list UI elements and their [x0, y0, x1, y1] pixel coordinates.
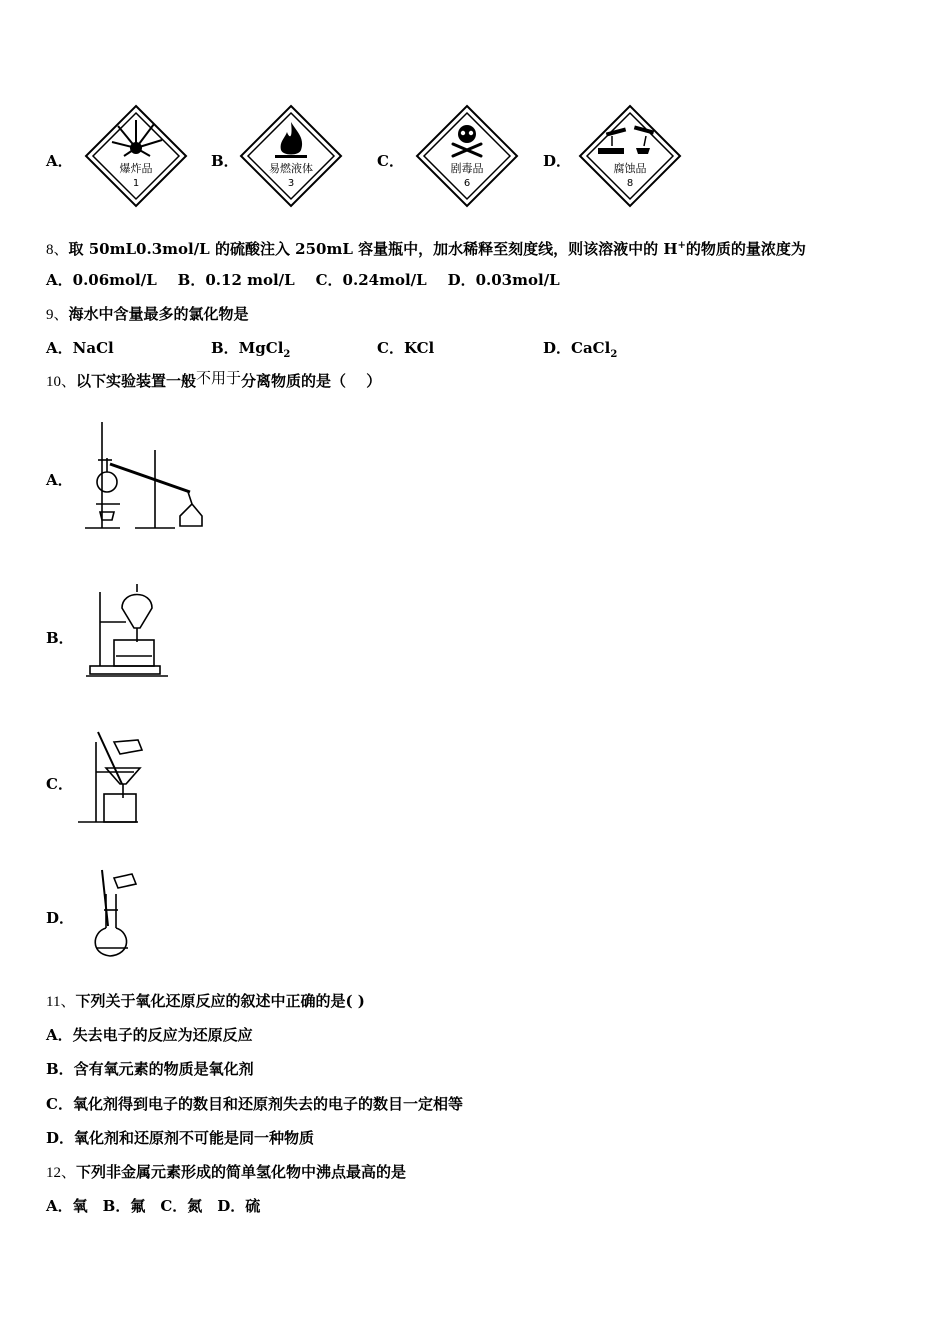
- q10-stem: 10、以下实验装置一般不用于分离物质的是（ ）: [46, 369, 382, 390]
- toxic-sign-text: 剧毒品: [450, 162, 484, 175]
- corrosive-icon: [578, 104, 682, 208]
- explosive-sign-text: 爆炸品: [119, 162, 153, 175]
- q8-option-d: D．0.03mol/L: [447, 271, 560, 289]
- q7-option-b-label: B．: [211, 152, 239, 170]
- q9-option-d: D．CaCl$_2$: [543, 339, 618, 360]
- q8-option-a: A．0.06mol/L: [46, 271, 157, 289]
- q7-option-a-label: A．: [46, 152, 73, 170]
- filtration-apparatus: [76, 728, 146, 830]
- q11-option-c: C．氧化剂得到电子的数目和还原剂失去的电子的数目一定相等: [46, 1095, 463, 1113]
- toxic-sign: [415, 104, 519, 208]
- flammable-sign-text: 易燃液体: [269, 162, 313, 175]
- q11-option-a: A．失去电子的反应为还原反应: [46, 1026, 253, 1044]
- flame-icon: [239, 104, 343, 208]
- q8-stem: 8、取 50mL0.3mol/L 的硫酸注入 250mL 容量瓶中，加水稀释至刻度线，则该溶液中的 H+的物质的量浓度为: [46, 240, 806, 258]
- q9-option-a: A．NaCl: [46, 339, 114, 357]
- volumetric-flask-icon: [88, 866, 140, 962]
- svg-text:3: 3: [287, 178, 295, 189]
- filtration-icon: [76, 728, 146, 826]
- flammable-liquid-sign: [239, 104, 343, 208]
- corrosive-sign: [578, 104, 682, 208]
- q8-options: [46, 270, 560, 290]
- q8-option-b: B．0.12 mol/L: [177, 271, 295, 289]
- separatory-funnel-apparatus: [82, 578, 172, 684]
- distillation-icon: [80, 420, 205, 532]
- q10-option-b-label: B．: [46, 629, 74, 647]
- explosive-sign: [84, 104, 188, 208]
- q12-stem: 12、下列非金属元素形成的简单氢化物中沸点最高的是: [46, 1163, 407, 1181]
- volumetric-flask-apparatus: [88, 866, 140, 966]
- svg-text:1: 1: [132, 178, 140, 189]
- q12-options: A．氧 B．氟 C．氮 D．硫: [46, 1197, 261, 1215]
- q11-option-d: D．氧化剂和还原剂不可能是同一种物质: [46, 1129, 315, 1147]
- q10-option-a-label: A．: [46, 471, 73, 489]
- skull-icon: [415, 104, 519, 208]
- q8-option-c: C．0.24mol/L: [315, 271, 427, 289]
- svg-text:8: 8: [626, 178, 634, 189]
- q10-option-d-label: D．: [46, 909, 75, 927]
- distillation-apparatus: [80, 420, 205, 536]
- q10-option-c-label: C．: [46, 775, 73, 793]
- q11-option-b: B．含有氧元素的物质是氧化剂: [46, 1060, 254, 1078]
- separatory-funnel-icon: [82, 578, 172, 680]
- q9-stem: 9、海水中含量最多的氯化物是: [46, 305, 249, 323]
- corrosive-sign-text: 腐蚀品: [613, 162, 647, 175]
- q11-stem: 11、下列关于氧化还原反应的叙述中正确的是( ): [46, 992, 365, 1010]
- svg-text:6: 6: [463, 178, 471, 189]
- explosive-sign-icon: [84, 104, 188, 208]
- q7-option-d-label: D．: [543, 152, 572, 170]
- q9-option-c: C．KCl: [377, 339, 435, 357]
- q9-option-b: B．MgCl$_2$: [211, 339, 291, 360]
- q7-option-c-label: C．: [377, 152, 404, 170]
